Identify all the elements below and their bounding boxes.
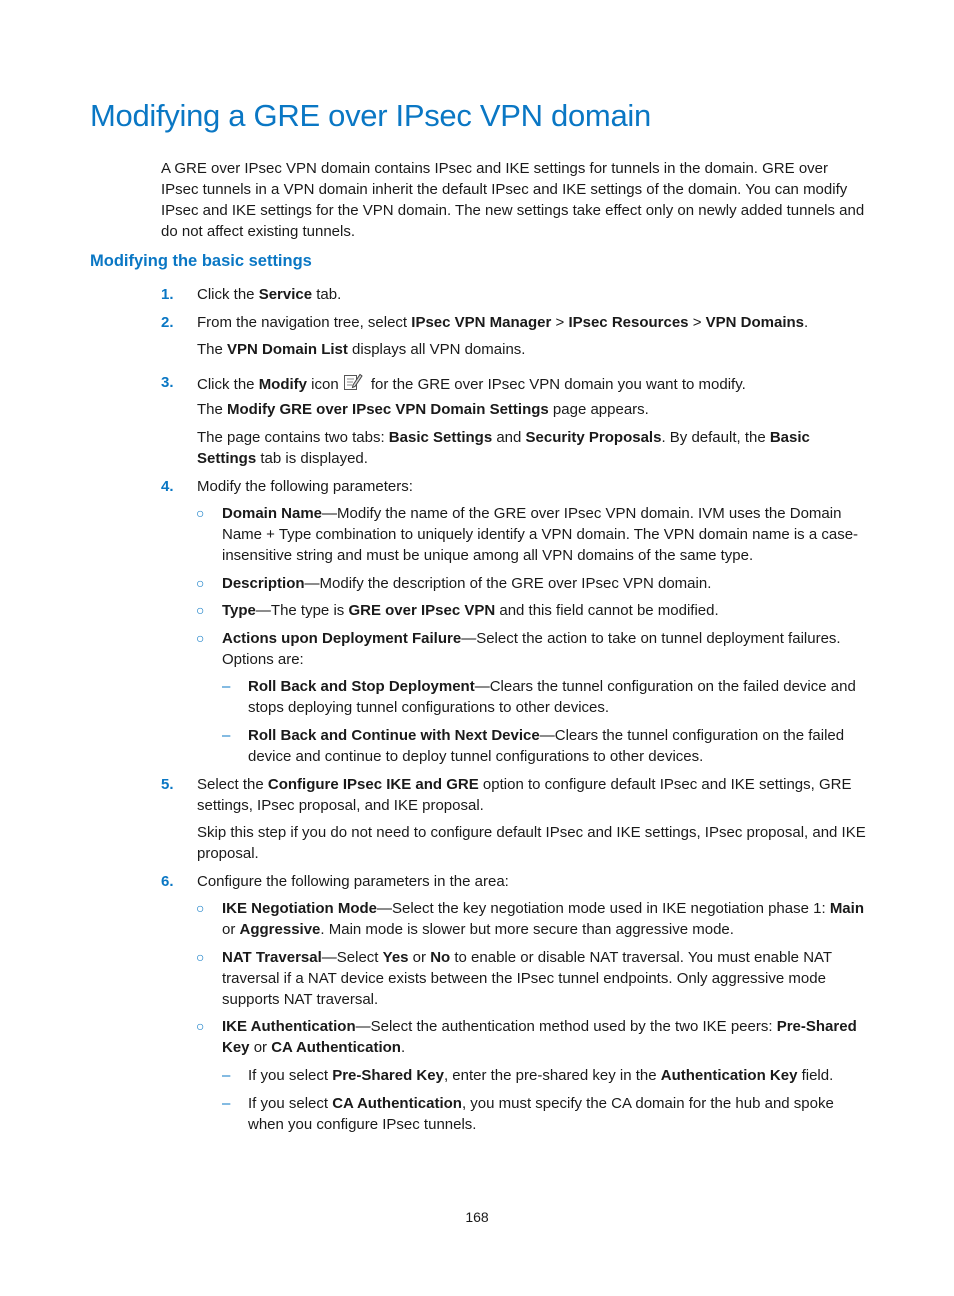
step-number: 6. [161,873,174,890]
bullet-icon: ○ [196,602,205,618]
bullet-icon: ○ [196,630,205,646]
dash-icon: – [222,1067,231,1084]
section-title: Modifying the basic settings [90,252,312,270]
option-roll-back-stop: Roll Back and Stop Deployment—Clears the tunnel configuration on the failed device and stops deploying tunnel configurations to other devices. [248,678,856,716]
param-ike-authentication: IKE Authentication—Select the authentication method used by the two IKE peers: Pre-Shared Key or CA Authentication. [222,1018,857,1056]
step-number: 4. [161,478,174,495]
edit-icon [343,372,363,392]
option-ca-authentication: If you select CA Authentication, you must specify the CA domain for the hub and spoke when you configure IPsec tunnels. [248,1095,834,1133]
bullet-icon: ○ [196,1018,205,1034]
param-description: Description—Modify the description of the GRE over IPsec VPN domain. [222,575,712,592]
bullet-icon: ○ [196,505,205,521]
page-title: Modifying a GRE over IPsec VPN domain [90,98,651,133]
step-6: Configure the following parameters in the area: [197,873,509,890]
step-2: From the navigation tree, select IPsec VPN Manager > IPsec Resources > VPN Domains. [197,314,809,331]
step-3-note-1: The Modify GRE over IPsec VPN Domain Settings page appears. [197,401,649,418]
step-3-note-2: The page contains two tabs: Basic Settings and Security Proposals. By default, the Basic Settings tab is displayed. [197,429,810,467]
dash-icon: – [222,678,231,695]
param-type: Type—The type is GRE over IPsec VPN and this field cannot be modified. [222,602,719,619]
option-roll-back-continue: Roll Back and Continue with Next Device—Clears the tunnel configuration on the failed device and continue to deploy tunnel configurations to other devices. [248,727,845,765]
dash-icon: – [222,1095,231,1112]
step-number: 5. [161,776,174,793]
step-4: Modify the following parameters: [197,478,413,495]
param-actions-upon-failure: Actions upon Deployment Failure—Select the action to take on tunnel deployment failures. Options are: [222,630,841,668]
step-number: 2. [161,314,174,331]
param-ike-negotiation-mode: IKE Negotiation Mode—Select the key negotiation mode used in IKE negotiation phase 1: Main or Aggressive. Main mode is slower but more secure than aggressive mode. [222,900,864,938]
bullet-icon: ○ [196,949,205,965]
step-5-note: Skip this step if you do not need to configure default IPsec and IKE settings, IPsec proposal, and IKE proposal. [197,824,866,862]
step-number: 1. [161,286,174,303]
param-domain-name: Domain Name—Modify the name of the GRE over IPsec VPN domain. IVM uses the Domain Name + Type combination to uniquely identify a VPN domain. The VPN domain name is a case-insensitive string and must be unique among all VPN domains of the same type. [222,505,859,564]
step-3: Click the Modify icon for the GRE over IPsec VPN domain you want to modify. [197,372,869,395]
bullet-icon: ○ [196,575,205,591]
dash-icon: – [222,727,231,744]
param-nat-traversal: NAT Traversal—Select Yes or No to enable or disable NAT traversal. You must enable NAT traversal if a NAT device exists between the IPsec tunnel endpoints. Only aggressive mode supports NAT traversal. [222,949,832,1008]
step-5: Select the Configure IPsec IKE and GRE option to configure default IPsec and IKE settings, GRE settings, IPsec proposal, and IKE proposal. [197,776,852,814]
option-pre-shared-key: If you select Pre-Shared Key, enter the pre-shared key in the Authentication Key field. [248,1067,834,1084]
page-number: 168 [465,1209,489,1225]
step-number: 3. [161,374,174,391]
step-1: Click the Service tab. [197,286,342,303]
bullet-icon: ○ [196,900,205,916]
step-2-note: The VPN Domain List displays all VPN domains. [197,341,526,358]
intro-paragraph: A GRE over IPsec VPN domain contains IPsec and IKE settings for tunnels in the domain. GRE over IPsec tunnels in a VPN domain inherit the default IPsec and IKE settings of the domain. You can modify IPsec and IKE settings for the VPN domain. The new settings take effect only on newly added tunnels and do not affect existing tunnels. [161,160,865,240]
